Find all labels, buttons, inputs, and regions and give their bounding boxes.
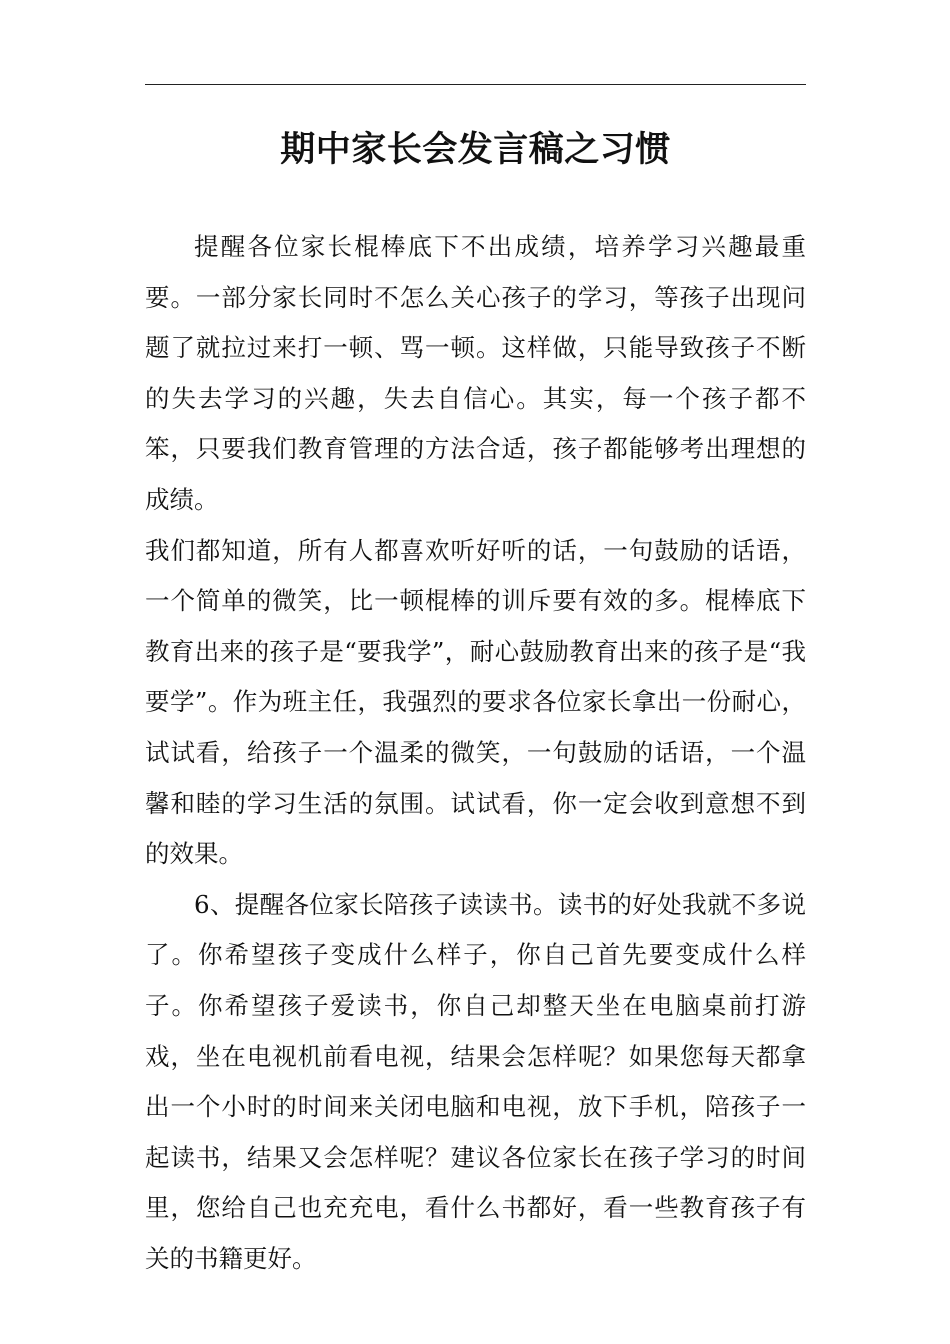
paragraph-interest: 提醒各位家长棍棒底下不出成绩，培养学习兴趣最重要。一部分家长同时不怎么关心孩子的学习，等孩子出现问题了就拉过来打一顿、骂一顿。这样做，只能导致孩子不断的失去学习的兴趣，失去自信心。其实，每一个孩子都不笨，只要我们教育管理的方法合适，孩子都能够考出理想的成绩。 [145,232,806,514]
header-rule [145,84,806,85]
paragraph-encouragement: 我们都知道，所有人都喜欢听好听的话，一句鼓励的话语，一个简单的微笑，比一顿棍棒的训斥要有效的多。棍棒底下教育出来的孩子是“要我学”，耐心鼓励教育出来的孩子是“我要学”。作为班主任，我强烈的要求各位家长拿出一份耐心，试试看，给孩子一个温柔的微笑，一句鼓励的话语，一个温馨和睦的学习生活的氛围。试试看，你一定会收到意想不到的效果。 [145,535,806,869]
paragraph-reading: 6、提醒各位家长陪孩子读读书。读书的好处我就不多说了。你希望孩子变成什么样子，你自己首先要变成什么样子。你希望孩子爱读书，你自己却整天坐在电脑桌前打游戏，坐在电视机前看电视，结果会怎样呢？如果您每天都拿出一个小时的时间来关闭电脑和电视，放下手机，陪孩子一起读书，结果又会怎样呢？建议各位家长在孩子学习的时间里，您给自己也充充电，看什么书都好，看一些教育孩子有关的书籍更好。 [145,889,806,1273]
document-title: 期中家长会发言稿之习惯 [280,129,671,170]
document-body [145,222,806,1284]
